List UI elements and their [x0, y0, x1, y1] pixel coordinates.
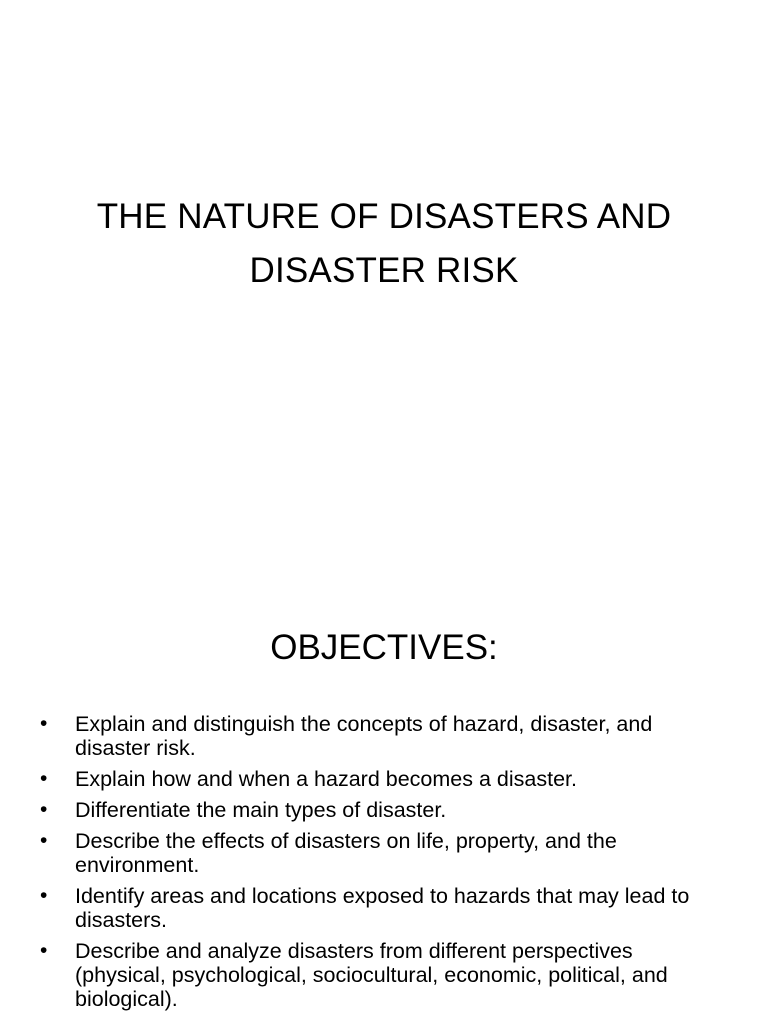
slide-title-line-2: DISASTER RISK — [249, 251, 519, 290]
bullet-icon: • — [40, 829, 48, 852]
objective-text: Describe and analyze disasters from different perspectives (physical, psychological, sociocultural, economic, political, and biological). — [75, 939, 668, 1011]
bullet-icon: • — [40, 884, 48, 907]
objectives-heading: OBJECTIVES: — [270, 628, 498, 667]
bullet-icon: • — [40, 798, 48, 821]
objective-text: Identify areas and locations exposed to hazards that may lead to disasters. — [75, 884, 690, 932]
objective-item — [40, 767, 720, 791]
objective-text: Differentiate the main types of disaster. — [75, 798, 447, 822]
bullet-icon: • — [40, 767, 48, 790]
objective-text: Explain and distinguish the concepts of hazard, disaster, and disaster risk. — [75, 712, 653, 760]
slide-title-line-1: THE NATURE OF DISASTERS AND — [96, 197, 672, 236]
objective-item — [40, 798, 720, 822]
bullet-icon: • — [40, 939, 48, 962]
slide-title — [40, 190, 728, 298]
objective-item — [40, 939, 720, 1011]
objective-text: Explain how and when a hazard becomes a disaster. — [75, 767, 577, 791]
bullet-icon: • — [40, 712, 48, 735]
objective-item — [40, 884, 720, 932]
objective-text: Describe the effects of disasters on life, property, and the environment. — [75, 829, 617, 877]
objective-list — [40, 712, 720, 1018]
objective-item — [40, 712, 720, 760]
objective-item — [40, 829, 720, 877]
